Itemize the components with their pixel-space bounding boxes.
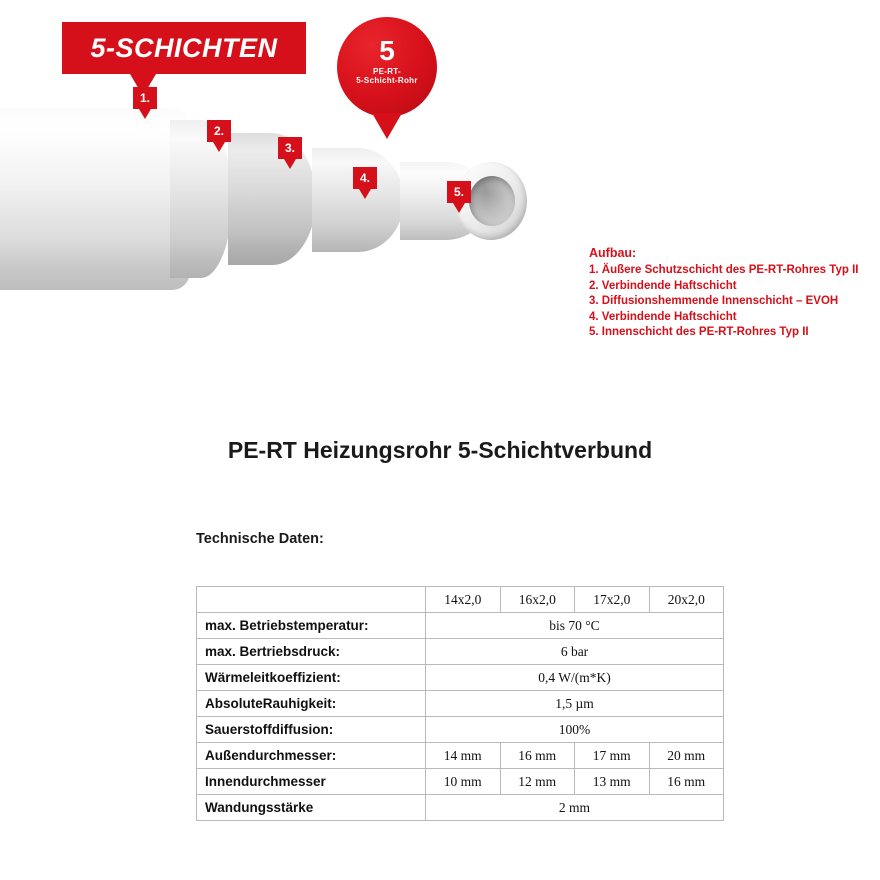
row-value: 14 mm: [426, 743, 501, 769]
column-header-14x20: 14x2,0: [426, 587, 501, 613]
pipe-layer-1-outer-protective: [0, 108, 190, 290]
row-value: 16 mm: [500, 743, 575, 769]
table-row: [197, 743, 724, 769]
table-row: [197, 613, 724, 639]
legend-item: 4. Verbindende Haftschicht: [589, 310, 737, 323]
technical-data-label: Technische Daten:: [196, 531, 324, 547]
row-label: max. Bertriebsdruck:: [197, 639, 426, 665]
page-title: PE-RT Heizungsrohr 5-Schichtverbund: [227, 437, 653, 463]
row-value: 6 bar: [426, 639, 724, 665]
five-layers-banner-label: 5-SCHICHTEN: [90, 32, 278, 63]
layer-legend: [589, 246, 879, 341]
technical-data-table: [196, 586, 724, 821]
column-header-20x20: 20x2,0: [649, 587, 724, 613]
badge-subtitle-line2: 5-Schicht-Rohr: [356, 76, 418, 86]
row-label: AbsoluteRauhigkeit:: [197, 691, 426, 717]
row-value: 0,4 W/(m*K): [426, 665, 724, 691]
row-label: Innendurchmesser: [197, 769, 426, 795]
column-header-17x20: 17x2,0: [575, 587, 650, 613]
table-row: [197, 717, 724, 743]
table-row: [197, 639, 724, 665]
header-empty-cell: [197, 587, 426, 613]
row-label: Außendurchmesser:: [197, 743, 426, 769]
legend-title: Aufbau:: [589, 246, 637, 260]
row-label: Wärmeleitkoeffizient:: [197, 665, 426, 691]
legend-item: 2. Verbindende Haftschicht: [589, 279, 737, 292]
row-value: 1,5 µm: [426, 691, 724, 717]
row-value: bis 70 °C: [426, 613, 724, 639]
row-value: 100%: [426, 717, 724, 743]
pipe-illustration: [0, 0, 880, 390]
pipe-layer-4-adhesive: [312, 148, 404, 252]
pipe-layer-3-evoh: [228, 133, 316, 265]
badge-subtitle-line1: PE-RT-: [372, 67, 402, 77]
layer-marker-5: 5.: [447, 181, 471, 203]
row-value: 20 mm: [649, 743, 724, 769]
table-row: [197, 691, 724, 717]
table-row: [197, 665, 724, 691]
layer-marker-4: 4.: [353, 167, 377, 189]
legend-item: 1. Äußere Schutzschicht des PE-RT-Rohres Typ II: [589, 264, 859, 276]
row-value: 10 mm: [426, 769, 501, 795]
row-value: 13 mm: [575, 769, 650, 795]
row-label: Wandungsstärke: [197, 795, 426, 821]
table-row: [197, 795, 724, 821]
row-label: max. Betriebstemperatur:: [197, 613, 426, 639]
layer-marker-2: 2.: [207, 120, 231, 142]
row-value: 2 mm: [426, 795, 724, 821]
table-header-row: [197, 587, 724, 613]
five-layers-banner: [62, 22, 306, 74]
row-value: 12 mm: [500, 769, 575, 795]
layer-marker-3: 3.: [278, 137, 302, 159]
row-label: Sauerstoffdiffusion:: [197, 717, 426, 743]
badge-pointer-icon: [372, 113, 402, 139]
badge-number: 5: [379, 35, 395, 66]
layer-marker-1: 1.: [133, 87, 157, 109]
pipe-end-cap-bore: [469, 176, 515, 226]
column-header-16x20: 16x2,0: [500, 587, 575, 613]
five-layer-badge: [337, 17, 437, 117]
legend-item: 3. Diffusionshemmende Innenschicht – EVOH: [589, 295, 839, 307]
table-row: [197, 769, 724, 795]
row-value: 17 mm: [575, 743, 650, 769]
legend-item: 5. Innenschicht des PE-RT-Rohres Typ II: [589, 326, 809, 338]
row-value: 16 mm: [649, 769, 724, 795]
